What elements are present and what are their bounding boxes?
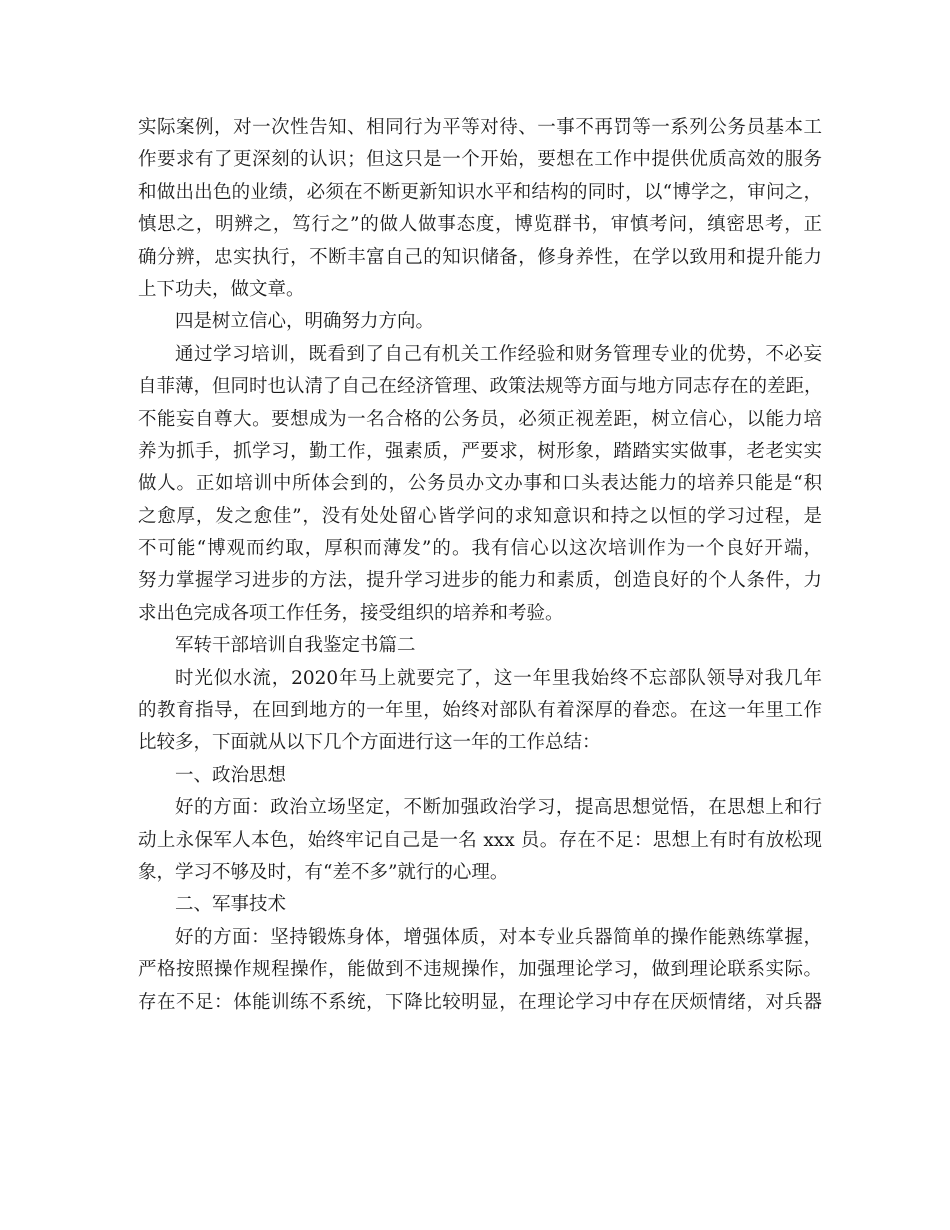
text-line: 努力掌握学习进步的方法，提升学习进步的能力和素质，创造良好的个人条件，力 [138,570,822,592]
text-line: 之愈厚，发之愈佳”，没有处处留心皆学问的求知意识和持之以恒的学习过程，是 [138,505,822,527]
text-line: 作要求有了更深刻的认识；但这只是一个开始，要想在工作中提供优质高效的服务 [138,149,822,171]
text-line: 求出色完成各项工作任务，接受组织的培养和考验。 [138,602,564,624]
text-line: 做人。正如培训中所体会到的，公务员办文办事和口头表达能力的培养只能是“积 [138,473,822,495]
text-line: 确分辨，忠实执行，不断丰富自己的知识储备，修身养性，在学以致用和提升能力 [138,246,822,268]
text-line: 不能妄自尊大。要想成为一名合格的公务员，必须正视差距，树立信心，以能力培 [138,408,822,430]
text-line: 养为抓手，抓学习，勤工作，强素质，严要求，树形象，踏踏实实做事，老老实实 [138,440,822,462]
text-line: 通过学习培训，既看到了自己有机关工作经验和财务管理专业的优势，不必妄 [175,343,822,365]
text-line: 不可能“博观而约取，厚积而薄发”的。我有信心以这次培训作为一个良好开端， [138,538,822,560]
text-line: 时光似水流，2020年马上就要完了，这一年里我始终不忘部队领导对我几年 [175,667,822,689]
text-line: 实际案例，对一次性告知、相同行为平等对待、一事不再罚等一系列公务员基本工 [138,117,822,138]
text-line: 军转干部培训自我鉴定书篇二 [175,635,416,657]
text-line: 存在不足：体能训练不系统，下降比较明显，在理论学习中存在厌烦情绪，对兵器 [138,991,822,1013]
text-line: 好的方面：坚持锻炼身体，增强体质，对本专业兵器简单的操作能熟练掌握， [175,926,822,948]
text-line: 和做出出色的业绩，必须在不断更新知识水平和结构的同时，以“博学之，审问之， [138,181,822,203]
document-body [138,112,822,1019]
text-line: 比较多，下面就从以下几个方面进行这一年的工作总结： [138,732,601,754]
text-line: 象，学习不够及时，有“差不多”就行的心理。 [138,861,509,883]
text-line: 一、政治思想 [175,764,287,786]
text-line: 上下功夫，做文章。 [138,278,305,300]
text-line: 二、军事技术 [175,894,287,916]
text-line: 自菲薄，但同时也认清了自己在经济管理、政策法规等方面与地方同志存在的差距， [138,376,823,398]
text-line: 的教育指导，在回到地方的一年里，始终对部队有着深厚的眷恋。在这一年里工作 [138,700,822,722]
text-line: 慎思之，明辨之，笃行之”的做人做事态度，博览群书，审慎考问，缜密思考，正 [138,214,822,236]
text-line: 好的方面：政治立场坚定，不断加强政治学习，提高思想觉悟，在思想上和行 [175,797,822,819]
text-line: 严格按照操作规程操作，能做到不违规操作，加强理论学习，做到理论联系实际。 [138,959,822,981]
text-line: 动上永保军人本色，始终牢记自己是一名 xxx 员。存在不足：思想上有时有放松现 [138,829,822,851]
text-line: 四是树立信心，明确努力方向。 [175,311,435,333]
